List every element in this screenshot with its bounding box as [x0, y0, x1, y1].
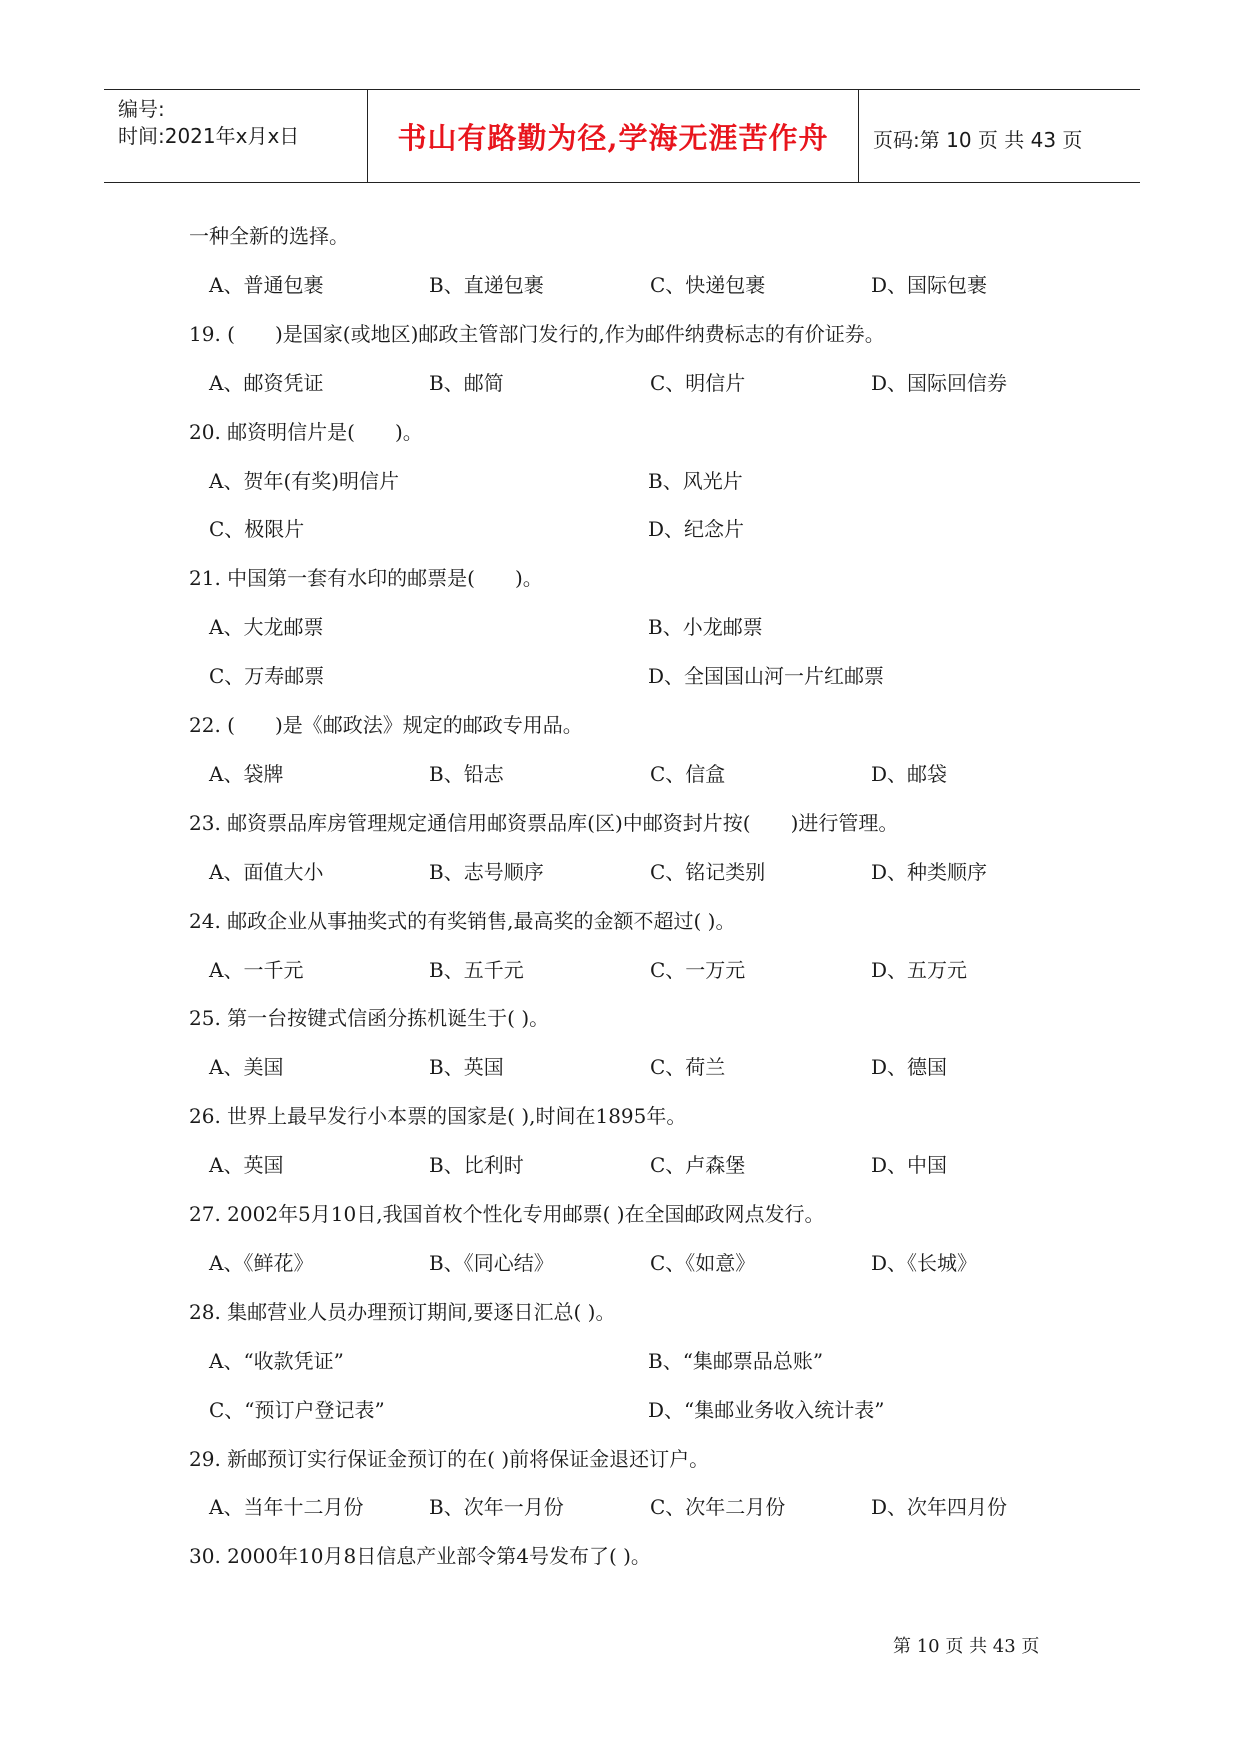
- question-text: 24. 邮政企业从事抽奖式的有奖销售,最高奖的金额不超过( )。: [189, 909, 736, 933]
- answer-option: B、比利时: [429, 1153, 524, 1177]
- page-header: [104, 89, 1140, 183]
- answer-option: D、五万元: [871, 958, 968, 982]
- page-footer: 第 10 页 共 43 页: [893, 1636, 1040, 1657]
- answer-option: D、种类顺序: [871, 860, 988, 884]
- answer-option: B、志号顺序: [429, 860, 544, 884]
- answer-option: A、“收款凭证”: [209, 1349, 344, 1373]
- question-text: 27. 2002年5月10日,我国首枚个性化专用邮票( )在全国邮政网点发行。: [189, 1202, 825, 1226]
- answer-option: A、一千元: [209, 958, 304, 982]
- answer-option: B、“集邮票品总账”: [648, 1349, 824, 1373]
- answer-option: B、英国: [429, 1055, 504, 1079]
- answer-option: C、万寿邮票: [209, 664, 325, 688]
- answer-option: C、明信片: [650, 371, 746, 395]
- answer-option: C、次年二月份: [650, 1495, 786, 1519]
- question-text: 23. 邮资票品库房管理规定通信用邮资票品库(区)中邮资封片按( )进行管理。: [189, 811, 899, 835]
- answer-option: C、卢森堡: [650, 1153, 746, 1177]
- answer-option: D、德国: [871, 1055, 948, 1079]
- answer-option: D、次年四月份: [871, 1495, 1008, 1519]
- answer-option: C、极限片: [209, 517, 305, 541]
- answer-option: A、当年十二月份: [209, 1495, 364, 1519]
- question-text: 29. 新邮预订实行保证金预订的在( )前将保证金退还订户。: [189, 1447, 710, 1471]
- question-text: 26. 世界上最早发行小本票的国家是( ),时间在1895年。: [189, 1104, 687, 1128]
- answer-option: C、一万元: [650, 958, 746, 982]
- question-text-continuation: 一种全新的选择。: [189, 224, 349, 248]
- question-text: 30. 2000年10月8日信息产业部令第4号发布了( )。: [189, 1544, 651, 1568]
- question-text: 20. 邮资明信片是( )。: [189, 420, 423, 444]
- answer-option: B、《同心结》: [429, 1251, 554, 1275]
- answer-option: B、直递包裹: [429, 273, 544, 297]
- answer-option: C、荷兰: [650, 1055, 726, 1079]
- answer-option: A、大龙邮票: [209, 615, 324, 639]
- answer-option: A、普通包裹: [209, 273, 324, 297]
- question-text: 19. ( )是国家(或地区)邮政主管部门发行的,作为邮件纳费标志的有价证券。: [189, 322, 885, 346]
- answer-option: A、袋牌: [209, 762, 284, 786]
- answer-option: A、美国: [209, 1055, 284, 1079]
- answer-option: A、英国: [209, 1153, 284, 1177]
- answer-option: C、“预订户登记表”: [209, 1398, 385, 1422]
- answer-option: B、次年一月份: [429, 1495, 564, 1519]
- answer-option: D、纪念片: [648, 517, 745, 541]
- question-text: 28. 集邮营业人员办理预订期间,要逐日汇总( )。: [189, 1300, 616, 1324]
- answer-option: D、国际包裹: [871, 273, 988, 297]
- answer-option: A、面值大小: [209, 860, 324, 884]
- document-time-label: 时间:2021年x月x日: [118, 124, 300, 148]
- answer-option: C、信盒: [650, 762, 726, 786]
- answer-option: B、铅志: [429, 762, 504, 786]
- answer-option: C、快递包裹: [650, 273, 766, 297]
- answer-option: A、贺年(有奖)明信片: [209, 469, 400, 493]
- question-text: 25. 第一台按键式信函分拣机诞生于( )。: [189, 1006, 550, 1030]
- answer-option: D、国际回信券: [871, 371, 1008, 395]
- answer-option: D、《长城》: [871, 1251, 978, 1275]
- answer-option: A、《鲜花》: [209, 1251, 314, 1275]
- answer-option: D、邮袋: [871, 762, 948, 786]
- answer-option: B、小龙邮票: [648, 615, 763, 639]
- answer-option: C、铭记类别: [650, 860, 766, 884]
- header-motto-cell: [367, 90, 859, 182]
- header-page-cell: [859, 90, 1140, 182]
- answer-option: A、邮资凭证: [209, 371, 324, 395]
- answer-option: B、风光片: [648, 469, 743, 493]
- header-info-cell: [104, 90, 367, 182]
- header-page-number: 页码:第 10 页 共 43 页: [873, 128, 1083, 152]
- answer-option: D、“集邮业务收入统计表”: [648, 1398, 885, 1422]
- answer-option: B、邮简: [429, 371, 504, 395]
- document-number-label: 编号:: [118, 97, 165, 121]
- answer-option: C、《如意》: [650, 1251, 756, 1275]
- answer-option: B、五千元: [429, 958, 524, 982]
- question-text: 21. 中国第一套有水印的邮票是( )。: [189, 566, 543, 590]
- answer-option: D、全国国山河一片红邮票: [648, 664, 885, 688]
- answer-option: D、中国: [871, 1153, 948, 1177]
- question-text: 22. ( )是《邮政法》规定的邮政专用品。: [189, 713, 583, 737]
- header-motto: 书山有路勤为径,学海无涯苦作舟: [397, 121, 829, 155]
